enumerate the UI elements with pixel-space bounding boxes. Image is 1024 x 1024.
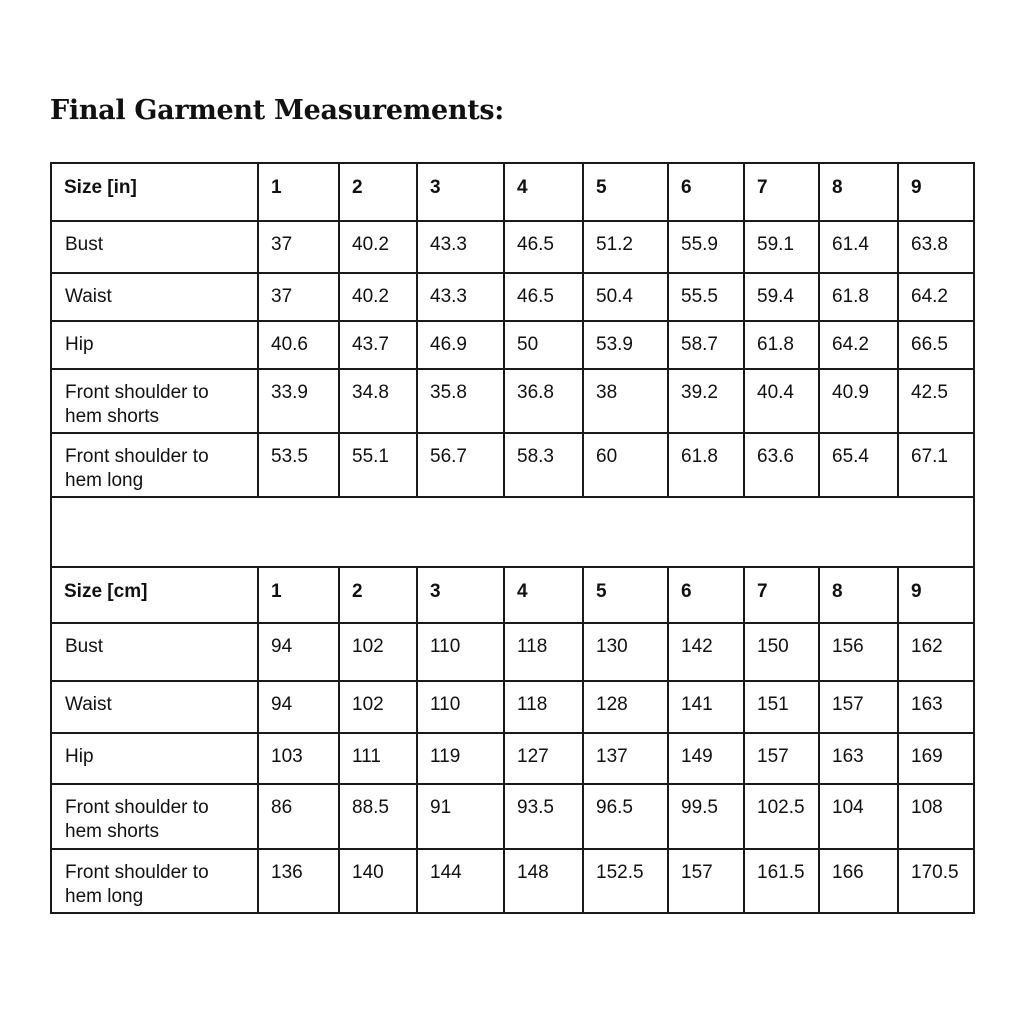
table-cell: 60 — [583, 433, 668, 497]
table-row — [51, 369, 974, 433]
table-cell: 108 — [898, 784, 974, 849]
table-cell: 170.5 — [898, 849, 974, 913]
table-cell: 110 — [417, 681, 504, 733]
table-cell: 61.8 — [668, 433, 744, 497]
table-spacer-row — [51, 497, 974, 567]
table-cell: 157 — [819, 681, 898, 733]
table-cell: 34.8 — [339, 369, 417, 433]
header-cell: 5 — [583, 163, 668, 221]
table-cell: 40.9 — [819, 369, 898, 433]
table-row — [51, 849, 974, 913]
table-row — [51, 623, 974, 681]
table-cell: 40.6 — [258, 321, 339, 369]
row-label: Front shoulder to hem long — [51, 433, 258, 497]
header-cell: 4 — [504, 163, 583, 221]
table-cell: 40.2 — [339, 273, 417, 321]
header-cell: 5 — [583, 567, 668, 623]
table-cell: 46.5 — [504, 221, 583, 273]
header-cell: 3 — [417, 163, 504, 221]
table-cell: 42.5 — [898, 369, 974, 433]
table-cell: 46.5 — [504, 273, 583, 321]
table-cell: 157 — [744, 733, 819, 784]
table-cell: 151 — [744, 681, 819, 733]
table-cell: 43.3 — [417, 273, 504, 321]
table-cell: 118 — [504, 623, 583, 681]
table-cell: 130 — [583, 623, 668, 681]
table-cell: 88.5 — [339, 784, 417, 849]
table-cell: 94 — [258, 623, 339, 681]
table-cell: 33.9 — [258, 369, 339, 433]
table-row — [51, 221, 974, 273]
table-cell: 63.6 — [744, 433, 819, 497]
header-cell: 8 — [819, 567, 898, 623]
table-cell: 127 — [504, 733, 583, 784]
table-cell: 102 — [339, 681, 417, 733]
table-cell: 37 — [258, 221, 339, 273]
header-cell: 4 — [504, 567, 583, 623]
table-cell: 144 — [417, 849, 504, 913]
table-row — [51, 784, 974, 849]
table-cell: 163 — [898, 681, 974, 733]
table-cell: 141 — [668, 681, 744, 733]
header-cell: 6 — [668, 567, 744, 623]
table-cell: 55.5 — [668, 273, 744, 321]
table-cell: 142 — [668, 623, 744, 681]
table-cell: 53.9 — [583, 321, 668, 369]
table-cell: 37 — [258, 273, 339, 321]
table-cell: 162 — [898, 623, 974, 681]
table-cell: 59.4 — [744, 273, 819, 321]
row-label: Bust — [51, 623, 258, 681]
table-cell: 150 — [744, 623, 819, 681]
table-cell: 104 — [819, 784, 898, 849]
table-row — [51, 733, 974, 784]
table-cell: 128 — [583, 681, 668, 733]
table-cell: 65.4 — [819, 433, 898, 497]
table-cell: 58.7 — [668, 321, 744, 369]
header-cell: Size [in] — [51, 163, 258, 221]
table-cell: 86 — [258, 784, 339, 849]
table-cell: 50 — [504, 321, 583, 369]
size-header-row-in — [51, 163, 974, 221]
table-cell: 51.2 — [583, 221, 668, 273]
row-label: Waist — [51, 273, 258, 321]
table-row — [51, 433, 974, 497]
spacer-cell — [51, 497, 974, 567]
table-cell: 102 — [339, 623, 417, 681]
table-cell: 66.5 — [898, 321, 974, 369]
table-cell: 103 — [258, 733, 339, 784]
header-cell: 2 — [339, 163, 417, 221]
table-cell: 38 — [583, 369, 668, 433]
table-cell: 55.1 — [339, 433, 417, 497]
table-cell: 96.5 — [583, 784, 668, 849]
table-cell: 67.1 — [898, 433, 974, 497]
row-label: Hip — [51, 733, 258, 784]
table-cell: 64.2 — [898, 273, 974, 321]
page-title: Final Garment Measurements: — [50, 95, 504, 126]
header-cell: 2 — [339, 567, 417, 623]
table-row — [51, 273, 974, 321]
table-cell: 61.8 — [819, 273, 898, 321]
row-label: Front shoulder to hem long — [51, 849, 258, 913]
header-cell: Size [cm] — [51, 567, 258, 623]
table-row — [51, 321, 974, 369]
table-cell: 94 — [258, 681, 339, 733]
table-cell: 102.5 — [744, 784, 819, 849]
row-label: Front shoulder to hem shorts — [51, 784, 258, 849]
table-cell: 63.8 — [898, 221, 974, 273]
table-cell: 43.7 — [339, 321, 417, 369]
table-cell: 119 — [417, 733, 504, 784]
table-cell: 61.4 — [819, 221, 898, 273]
table-cell: 53.5 — [258, 433, 339, 497]
table-cell: 157 — [668, 849, 744, 913]
table-cell: 61.8 — [744, 321, 819, 369]
table-cell: 110 — [417, 623, 504, 681]
header-cell: 6 — [668, 163, 744, 221]
table-cell: 161.5 — [744, 849, 819, 913]
measurement-table — [50, 162, 975, 914]
table-cell: 99.5 — [668, 784, 744, 849]
size-header-row-cm — [51, 567, 974, 623]
header-cell: 9 — [898, 567, 974, 623]
table-cell: 55.9 — [668, 221, 744, 273]
row-label: Bust — [51, 221, 258, 273]
header-cell: 1 — [258, 163, 339, 221]
table-cell: 46.9 — [417, 321, 504, 369]
table-row — [51, 681, 974, 733]
table-cell: 148 — [504, 849, 583, 913]
header-cell: 7 — [744, 163, 819, 221]
row-label: Waist — [51, 681, 258, 733]
table-cell: 59.1 — [744, 221, 819, 273]
header-cell: 7 — [744, 567, 819, 623]
header-cell: 3 — [417, 567, 504, 623]
table-cell: 40.2 — [339, 221, 417, 273]
table-cell: 149 — [668, 733, 744, 784]
table-cell: 50.4 — [583, 273, 668, 321]
table-cell: 156 — [819, 623, 898, 681]
table-cell: 166 — [819, 849, 898, 913]
table-cell: 111 — [339, 733, 417, 784]
table-cell: 118 — [504, 681, 583, 733]
row-label: Front shoulder to hem shorts — [51, 369, 258, 433]
table-cell: 43.3 — [417, 221, 504, 273]
header-cell: 1 — [258, 567, 339, 623]
table-cell: 93.5 — [504, 784, 583, 849]
table-cell: 39.2 — [668, 369, 744, 433]
table-cell: 35.8 — [417, 369, 504, 433]
table-cell: 58.3 — [504, 433, 583, 497]
table-cell: 64.2 — [819, 321, 898, 369]
table-cell: 152.5 — [583, 849, 668, 913]
row-label: Hip — [51, 321, 258, 369]
table-cell: 91 — [417, 784, 504, 849]
table-cell: 40.4 — [744, 369, 819, 433]
table-cell: 136 — [258, 849, 339, 913]
header-cell: 9 — [898, 163, 974, 221]
table-cell: 36.8 — [504, 369, 583, 433]
table-cell: 137 — [583, 733, 668, 784]
table-cell: 140 — [339, 849, 417, 913]
table-cell: 56.7 — [417, 433, 504, 497]
table-cell: 163 — [819, 733, 898, 784]
header-cell: 8 — [819, 163, 898, 221]
table-cell: 169 — [898, 733, 974, 784]
